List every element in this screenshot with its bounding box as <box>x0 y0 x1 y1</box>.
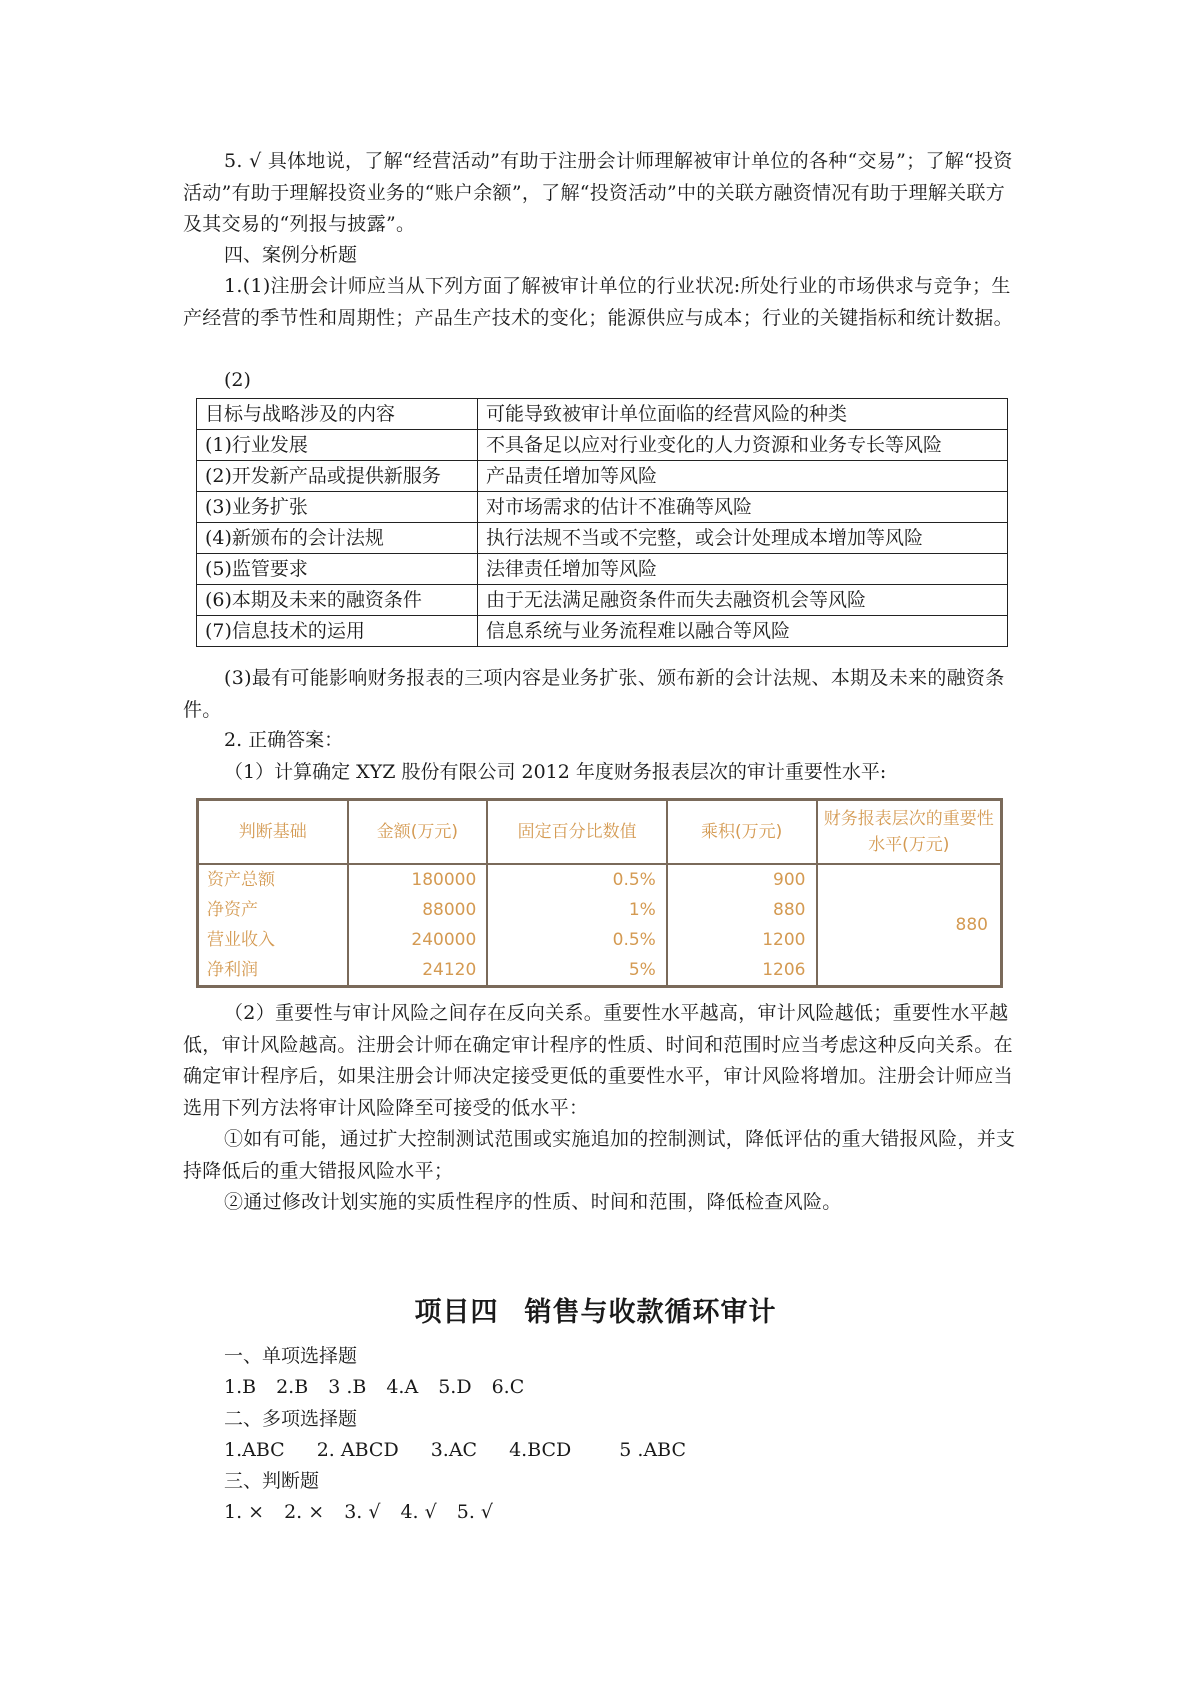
table-cell: 净资产 <box>198 895 348 925</box>
table-cell: 880 <box>667 895 817 925</box>
q1-part2-label: (2) <box>224 369 251 391</box>
answer-item: 3 .B <box>328 1376 367 1398</box>
answer-item: 4.BCD <box>509 1439 572 1461</box>
risk-table <box>196 398 1008 647</box>
paragraph-q2-method-b: ②通过修改计划实施的实质性程序的性质、时间和范围，降低检查风险。 <box>224 1191 842 1213</box>
table-cell: (1)行业发展 <box>197 430 478 461</box>
paragraph-q1-part1: 1.(1)注册会计师应当从下列方面了解被审计单位的行业状况:所处行业的市场供求与竞争；生产经营的季节性和周期性；产品生产技术的变化；能源供应与成本；行业的关键指标和统计数据。 <box>183 275 1013 329</box>
table-cell: 产品责任增加等风险 <box>478 461 1008 492</box>
table-row <box>197 554 1008 585</box>
table-cell: (5)监管要求 <box>197 554 478 585</box>
table-header-cell: 目标与战略涉及的内容 <box>197 399 478 430</box>
table-cell: (3)业务扩张 <box>197 492 478 523</box>
table-header-cell: 固定百分比数值 <box>487 800 667 865</box>
table-header-cell: 可能导致被审计单位面临的经营风险的种类 <box>478 399 1008 430</box>
answer-item: 1.B <box>224 1376 257 1398</box>
single-choice-heading: 一、单项选择题 <box>224 1345 358 1367</box>
table-header-cell: 判断基础 <box>198 800 348 865</box>
true-false-heading: 三、判断题 <box>224 1470 320 1492</box>
multiple-choice-heading: 二、多项选择题 <box>224 1408 358 1430</box>
table-cell: 1% <box>487 895 667 925</box>
table-cell: (4)新颁布的会计法规 <box>197 523 478 554</box>
answer-item: 2.B <box>276 1376 309 1398</box>
table-cell: (7)信息技术的运用 <box>197 616 478 647</box>
table-row <box>197 492 1008 523</box>
answer-item: 5.D <box>438 1376 472 1398</box>
paragraph-q1-part3: (3)最有可能影响财务报表的三项内容是业务扩张、颁布新的会计法规、本期及未来的融资条件。 <box>183 667 1005 721</box>
table-cell: 0.5% <box>487 864 667 895</box>
table-header-row <box>197 399 1008 430</box>
table-row <box>197 430 1008 461</box>
materiality-table <box>196 798 1003 988</box>
table-row <box>197 585 1008 616</box>
paragraph-q2-part2: （2）重要性与审计风险之间存在反向关系。重要性水平越高，审计风险越低；重要性水平越低，审计风险越高。注册会计师在确定审计程序的性质、时间和范围时应当考虑这种反向关系。在确定审计程序后，如果注册会计师决定接受更低的重要性水平，审计风险将增加。注册会计师应当选用下列方法将审计风险降至可接受的低水平： <box>183 1002 1013 1119</box>
answer-item: 2. × <box>284 1501 325 1523</box>
table-header-cell: 财务报表层次的重要性水平(万元) <box>817 800 1002 865</box>
answer-item: 5 .ABC <box>619 1439 687 1461</box>
project-title-number: 项目四 <box>414 1297 499 1328</box>
table-cell: 24120 <box>348 955 488 987</box>
materiality-result-cell: 880 <box>817 864 1002 987</box>
table-cell: 1200 <box>667 925 817 955</box>
answer-item: 4. √ <box>400 1501 437 1523</box>
table-cell: 信息系统与业务流程难以融合等风险 <box>478 616 1008 647</box>
table-row <box>197 461 1008 492</box>
table-cell: 1206 <box>667 955 817 987</box>
table-cell: 营业收入 <box>198 925 348 955</box>
table-cell: (6)本期及未来的融资条件 <box>197 585 478 616</box>
table-header-cell: 乘积(万元) <box>667 800 817 865</box>
table-row <box>197 523 1008 554</box>
answer-item: 3.AC <box>430 1439 478 1461</box>
table-cell: 执行法规不当或不完整，或会计处理成本增加等风险 <box>478 523 1008 554</box>
answer-item: 2. ABCD <box>316 1439 399 1461</box>
answer-item: 4.A <box>386 1376 419 1398</box>
table-cell: 净利润 <box>198 955 348 987</box>
project-title <box>0 1290 1191 1329</box>
table-cell: 180000 <box>348 864 488 895</box>
answer-item: 5. √ <box>456 1501 494 1523</box>
true-false-answers <box>224 1497 513 1529</box>
project-title-name: 销售与收款循环审计 <box>524 1297 777 1328</box>
table-cell: 5% <box>487 955 667 987</box>
q2-title: 2. 正确答案： <box>224 729 344 751</box>
table-header-cell: 金额(万元) <box>348 800 488 865</box>
table-header-row <box>198 800 1002 865</box>
paragraph-q2-method-a: ①如有可能，通过扩大控制测试范围或实施追加的控制测试，降低评估的重大错报风险，并支持降低后的重大错报风险水平； <box>183 1128 1016 1182</box>
table-cell: 88000 <box>348 895 488 925</box>
multiple-choice-answers <box>224 1435 706 1467</box>
table-cell: (2)开发新产品或提供新服务 <box>197 461 478 492</box>
table-cell: 资产总额 <box>198 864 348 895</box>
answer-item: 3. √ <box>344 1501 381 1523</box>
table-cell: 0.5% <box>487 925 667 955</box>
section-heading-case-analysis: 四、案例分析题 <box>224 244 358 266</box>
table-cell: 不具备足以应对行业变化的人力资源和业务专长等风险 <box>478 430 1008 461</box>
table-cell: 900 <box>667 864 817 895</box>
q2-part1-text: （1）计算确定 XYZ 股份有限公司 2012 年度财务报表层次的审计重要性水平: <box>224 761 887 783</box>
single-choice-answers <box>224 1372 544 1404</box>
table-cell: 对市场需求的估计不准确等风险 <box>478 492 1008 523</box>
table-cell: 法律责任增加等风险 <box>478 554 1008 585</box>
paragraph-answer-5: 5. √ 具体地说，了解“经营活动”有助于注册会计师理解被审计单位的各种“交易”；了解“投资活动”有助于理解投资业务的“账户余额”，了解“投资活动”中的关联方融资情况有助于理解关联方及其交易的“列报与披露”。 <box>183 150 1013 235</box>
answer-item: 6.C <box>491 1376 525 1398</box>
table-cell: 240000 <box>348 925 488 955</box>
answer-item: 1. × <box>224 1501 265 1523</box>
table-cell: 由于无法满足融资条件而失去融资机会等风险 <box>478 585 1008 616</box>
answer-item: 1.ABC <box>224 1439 285 1461</box>
table-row <box>197 616 1008 647</box>
table-row <box>198 864 1002 895</box>
